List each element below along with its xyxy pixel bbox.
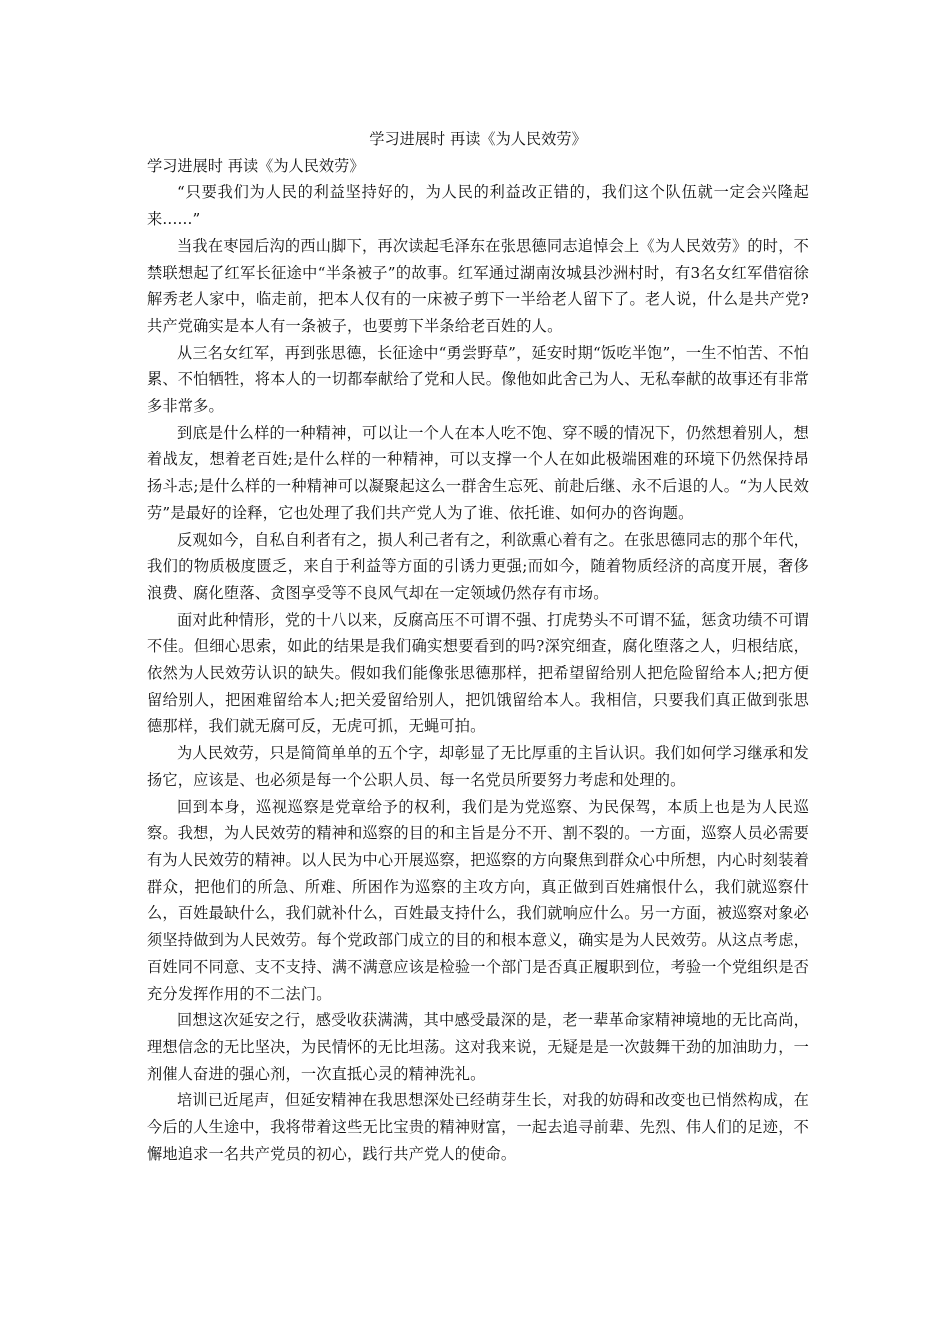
paragraph-10: 培训已近尾声，但延安精神在我思想深处已经萌芽生长，对我的妨碍和改变也已悄然构成，在今后的人生途中，我将带着这些无比宝贵的精神财富，一起去追寻前辈、先烈、伟人们的足迹，不懈地追求一名共产党员的初心，践行共产党人的使命。: [147, 1091, 809, 1163]
paragraph-7: 为人民效劳，只是简简单单的五个字，却彰显了无比厚重的主旨认识。我们如何学习继承和发扬它，应该是、也必须是每一个公职人员、每一名党员所要努力考虑和处理的。: [147, 744, 809, 789]
paragraph-5: 反观如今，自私自利者有之，损人利己者有之，利欲熏心着有之。在张思德同志的那个年代，我们的物质极度匮乏，来自于利益等方面的引诱力更强;而如今，随着物质经济的高度开展，奢侈浪费、腐化堕落、贪图享受等不良风气却在一定领域仍然存有市场。: [147, 530, 809, 602]
document-title: 学习进展时 再读《为人民效劳》: [369, 130, 587, 148]
document-page: [147, 126, 809, 1167]
paragraph-9: 回想这次延安之行，感受收获满满，其中感受最深的是，老一辈革命家精神境地的无比高尚，理想信念的无比坚决，为民情怀的无比坦荡。这对我来说，无疑是是一次鼓舞干劲的加油助力，一剂催人奋进的强心剂，一次直抵心灵的精神洗礼。: [147, 1011, 809, 1083]
document-subtitle: 学习进展时 再读《为人民效劳》: [147, 156, 365, 175]
paragraph-2: 当我在枣园后沟的西山脚下，再次读起毛泽东在张思德同志追悼会上《为人民效劳》的时，不禁联想起了红军长征途中“半条被子”的故事。红军通过湖南汝城县沙洲村时，有3名女红军借宿徐解秀老人家中，临走前，把本人仅有的一床被子剪下一半给老人留下了。老人说，什么是共产党?共产党确实是本人有一条被子，也要剪下半条给老百姓的人。: [147, 236, 809, 335]
paragraph-3: 从三名女红军，再到张思德，长征途中“勇尝野草”，延安时期“饭吃半饱”，一生不怕苦、不怕累、不怕牺牲，将本人的一切都奉献给了党和人民。像他如此舍己为人、无私奉献的故事还有非常多非常多。: [147, 343, 809, 416]
paragraph-8: 回到本身，巡视巡察是党章给予的权利，我们是为党巡察、为民保驾，本质上也是为人民巡察。我想，为人民效劳的精神和巡察的目的和主旨是分不开、割不裂的。一方面，巡察人员必需要有为人民效劳的精神。以人民为中心开展巡察，把巡察的方向聚焦到群众心中所想，内心时刻装着群众，把他们的所急、所难、所困作为巡察的主攻方向，真正做到百姓痛恨什么，我们就巡察什么，百姓最缺什么，我们就补什么，百姓最支持什么，我们就响应什么。另一方面，被巡察对象必须坚持做到为人民效劳。每个党政部门成立的目的和根本意义，确实是为人民效劳。从这点考虑，百姓同不同意、支不支持、满不满意应该是检验一个部门是否真正履职到位，考验一个党组织是否充分发挥作用的不二法门。: [147, 797, 809, 1003]
paragraph-1: “只要我们为人民的利益坚持好的，为人民的利益改正错的，我们这个队伍就一定会兴隆起来......”: [147, 183, 809, 229]
paragraph-6: 面对此种情形，党的十八以来，反腐高压不可谓不强、打虎势头不可谓不猛，惩贪功绩不可谓不佳。但细心思索，如此的结果是我们确实想要看到的吗?深究细查，腐化堕落之人，归根结底，依然为人民效劳认识的缺失。假如我们能像张思德那样，把希望留给别人把危险留给本人;把方便留给别人，把困难留给本人;把关爱留给别人，把饥饿留给本人。我相信，只要我们真正做到张思德那样，我们就无腐可反，无虎可抓，无蝇可拍。: [147, 610, 809, 736]
paragraph-4: 到底是什么样的一种精神，可以让一个人在本人吃不饱、穿不暖的情况下，仍然想着别人，想着战友，想着老百姓;是什么样的一种精神，可以支撑一个人在如此极端困难的环境下仍然保持昂扬斗志;是什么样的一种精神可以凝聚起这么一群舍生忘死、前赴后继、永不后退的人。“为人民效劳”是最好的诠释，它也处理了我们共产党人为了谁、依托谁、如何办的咨询题。: [147, 423, 809, 522]
